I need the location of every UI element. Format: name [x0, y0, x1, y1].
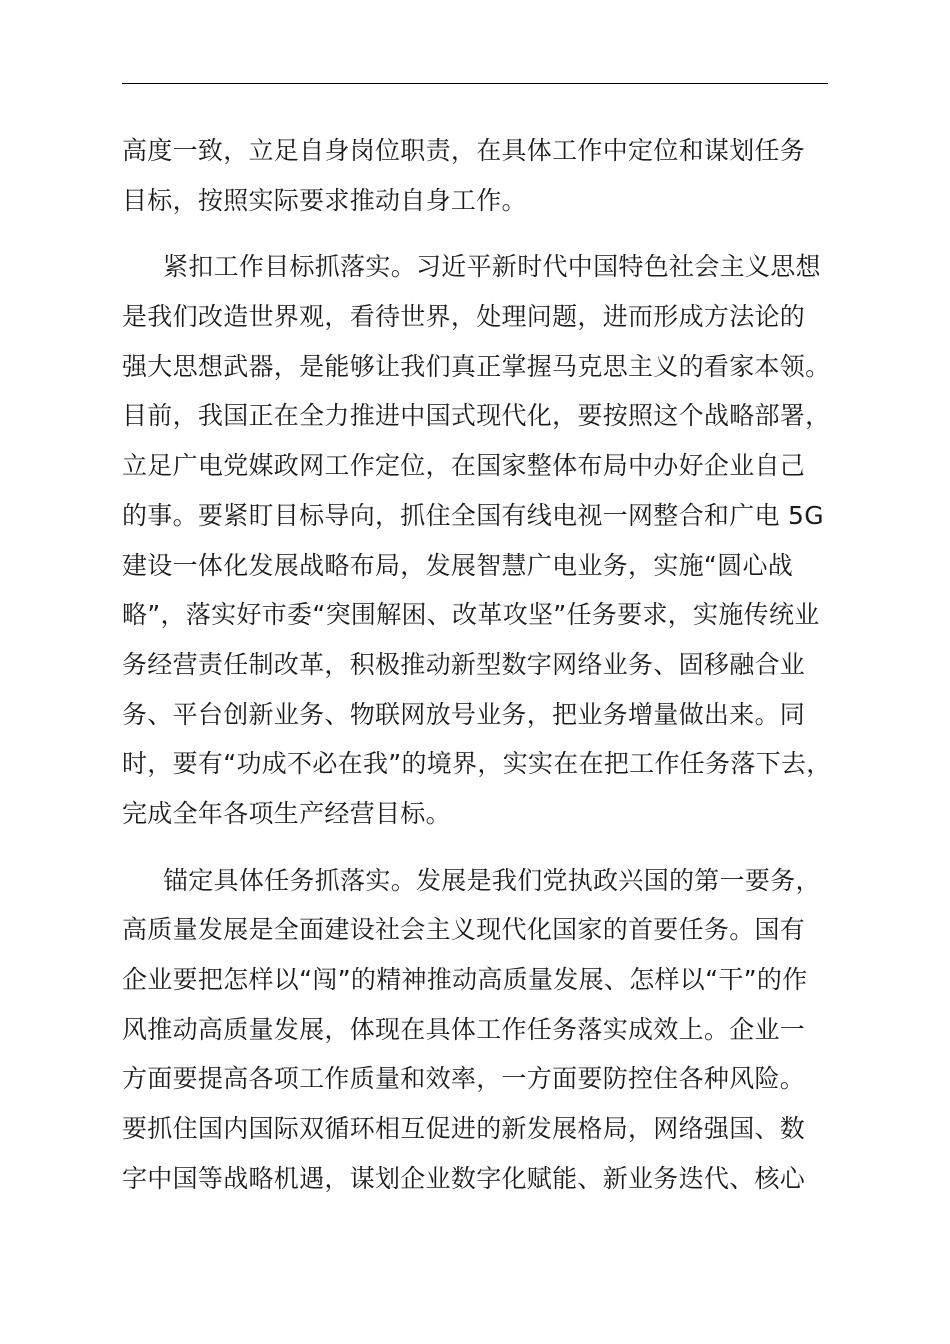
text-line: 时，要有“功成不必在我”的境界，实实在在把工作任务落下去，: [122, 749, 832, 779]
paragraph-work-goals: [122, 242, 842, 838]
text-line: 目前，我国正在全力推进中国式现代化，要按照这个战略部署，: [122, 401, 831, 431]
text-line: 锚定具体任务抓落实。发展是我们党执政兴国的第一要务，: [163, 865, 821, 895]
text-line: 高质量发展是全面建设社会主义现代化国家的首要任务。国有: [122, 915, 806, 945]
text-line: 是我们改造世界观，看待世界，处理问题，进而形成方法论的: [122, 302, 806, 332]
paragraph-spacer: [122, 839, 842, 856]
text-line: 建设一体化发展战略布局，发展智慧广电业务，实施“圆心战: [122, 550, 794, 580]
page-body: [122, 126, 842, 1203]
text-line: 要抓住国内国际双循环相互促进的新发展格局，网络强国、数: [122, 1114, 806, 1144]
paragraph-spacer: [122, 225, 842, 242]
text-line: 务经营责任制改革，积极推动新型数字网络业务、固移融合业: [122, 649, 806, 679]
text-line: 企业要把怎样以“闯”的精神推动高质量发展、怎样以“干”的作: [122, 965, 808, 994]
paragraph-continuation: [122, 126, 842, 225]
text-line: 目标，按照实际要求推动自身工作。: [122, 185, 527, 215]
text-line: 方面要提高各项工作质量和效率，一方面要防控住各种风险。: [122, 1064, 806, 1094]
text-line: 字中国等战略机遇，谋划企业数字化赋能、新业务迭代、核心: [122, 1163, 806, 1193]
text-line: 高度一致，立足自身岗位职责，在具体工作中定位和谋划任务: [122, 136, 806, 165]
paragraph-specific-tasks: [122, 856, 842, 1204]
text-line: 的事。要紧盯目标导向，抓住全国有线电视一网整合和广电 5G: [122, 500, 824, 530]
text-line: 完成全年各项生产经营目标。: [122, 798, 451, 828]
text-line: 紧扣工作目标抓落实。习近平新时代中国特色社会主义思想: [163, 252, 821, 282]
text-line: 风推动高质量发展，体现在具体工作任务落实成效上。企业一: [122, 1014, 806, 1044]
text-line: 强大思想武器，是能够让我们真正掌握马克思主义的看家本领。: [122, 351, 831, 381]
text-line: 务、平台创新业务、物联网放号业务，把业务增量做出来。同: [122, 699, 806, 729]
text-line: 略”，落实好市委“突围解困、改革攻坚”任务要求，实施传统业: [122, 600, 820, 630]
text-line: 立足广电党媒政网工作定位，在国家整体布局中办好企业自己: [122, 451, 806, 481]
header-rule: [122, 83, 828, 84]
